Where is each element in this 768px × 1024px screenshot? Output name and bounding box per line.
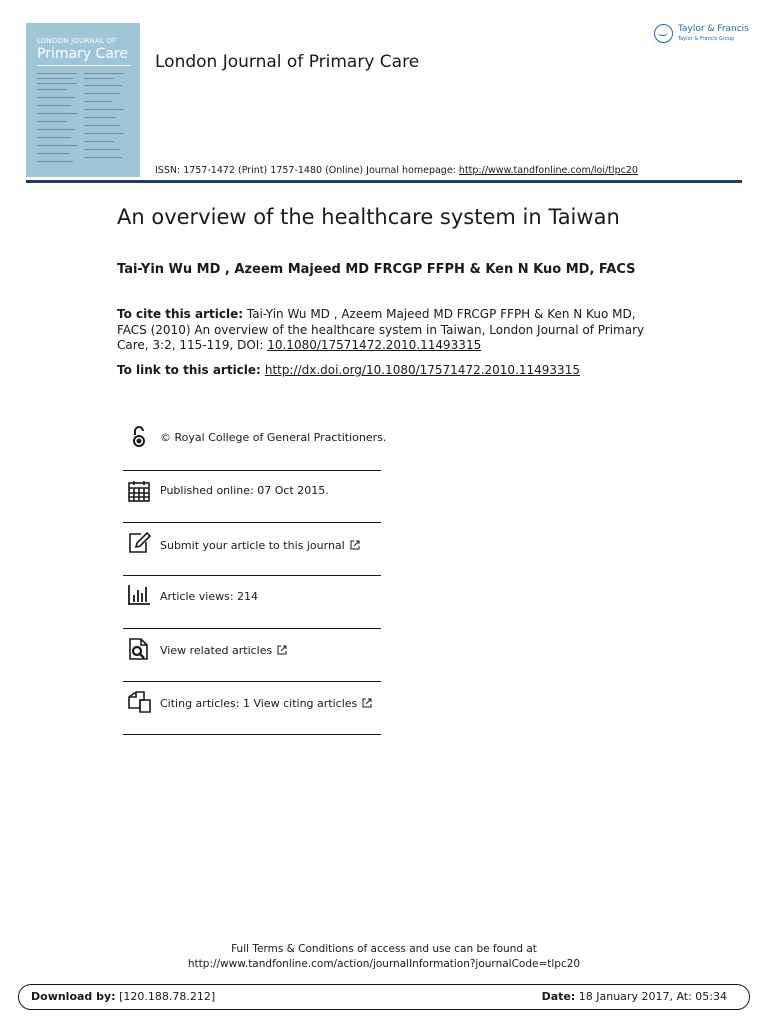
download-bar [18,984,750,1010]
cover-small-title: LONDON JOURNAL OF [37,37,117,45]
cover-toc-line [84,101,112,102]
journal-homepage-link[interactable]: http://www.tandfonline.com/loi/tlpc20 [458,165,638,176]
citing-articles-text: Citing articles: 1 View citing articles [160,697,358,710]
calendar-icon [127,479,151,503]
info-row-submit[interactable] [123,528,381,578]
link-label: To link to this article: [117,363,261,377]
download-label: Download by: [31,990,116,1003]
related-articles-text: View related articles [160,644,273,657]
info-divider [123,470,381,471]
cover-toc-line [37,137,71,138]
citation-block [117,307,647,354]
cover-toc-line [84,117,116,118]
external-link-icon [277,645,287,655]
cover-toc-line [37,129,75,130]
publisher-logo-icon [654,24,673,43]
cover-toc-line [84,157,122,158]
cover-toc-line [84,78,114,79]
cover-toc-line [84,93,120,94]
cover-toc-line [37,121,67,122]
edit-icon [127,531,151,555]
cover-divider [37,65,131,66]
terms-line: Full Terms & Conditions of access and use can be found at [231,943,537,955]
cover-toc-line [84,109,124,110]
cover-toc-line [84,149,120,150]
info-row-views [123,582,381,632]
download-ip: [120.188.78.212] [115,990,216,1003]
info-row-related[interactable] [123,634,381,684]
publisher-group: Taylor & Francis Group [678,36,735,42]
citation-label: To cite this article: [117,307,244,321]
related-articles-link[interactable] [160,644,287,657]
citation-text: Tai-Yin Wu MD , Azeem Majeed MD FRCGP FFPH & Ken N Kuo MD, FACS (2010) An overview of the healthcare system in Taiwan, London Journal of Primary Care, 3:2, 115-119, DOI: [117,307,645,352]
journal-cover [26,23,140,177]
cover-toc-line [37,78,73,79]
info-row-citing[interactable] [123,688,381,738]
issn-line [155,165,638,176]
download-by [31,990,215,1003]
license-text: © Royal College of General Practitioners. [160,431,387,444]
info-row-license [123,422,387,472]
open-access-icon [127,425,151,449]
submit-article-link[interactable] [160,539,360,552]
date-value: 18 January 2017, At: 05:34 [575,990,727,1003]
cover-toc-line [37,113,77,114]
cover-toc-line [84,133,124,134]
info-divider [123,734,381,735]
doi-link[interactable]: 10.1080/17571472.2010.11493315 [267,338,482,352]
terms-url[interactable]: http://www.tandfonline.com/action/journalInformation?journalCode=tlpc20 [187,958,581,970]
cover-toc-line [84,141,114,142]
cover-toc-line [37,97,75,98]
cover-toc-line [37,89,67,90]
article-link[interactable]: http://dx.doi.org/10.1080/17571472.2010.11493315 [264,363,580,377]
cover-toc-line [37,153,69,154]
header-rule [26,180,742,183]
citing-articles-icon [127,690,151,714]
info-divider [123,628,381,629]
info-divider [123,522,381,523]
cover-toc-line [37,105,71,106]
bar-chart-icon [127,583,151,607]
cover-toc-line [37,83,77,84]
link-line [117,363,580,377]
article-views-text: Article views: 214 [160,590,259,603]
info-row-published [123,476,381,526]
search-document-icon [127,637,151,661]
terms-footer [0,942,768,972]
cover-toc-line [37,73,77,74]
publisher-logo[interactable] [654,22,749,48]
info-divider [123,575,381,576]
journal-name: London Journal of Primary Care [155,52,420,72]
info-divider [123,681,381,682]
cover-toc-line [37,145,77,146]
cover-toc-line [84,73,124,74]
citing-articles-link[interactable] [160,697,372,710]
submit-article-text: Submit your article to this journal [160,539,345,552]
external-link-icon [350,540,360,550]
cover-big-title: Primary Care [37,46,128,62]
cover-toc-line [84,85,122,86]
cover-toc-line [37,161,73,162]
article-authors: Tai-Yin Wu MD , Azeem Majeed MD FRCGP FFPH & Ken N Kuo MD, FACS [117,262,636,277]
publisher-name: Taylor & Francis [678,24,749,34]
external-link-icon [362,698,372,708]
date-label: Date: [541,990,576,1003]
download-date [542,990,727,1003]
published-text: Published online: 07 Oct 2015. [160,484,329,497]
issn-text: ISSN: 1757-1472 (Print) 1757-1480 (Online) Journal homepage: [155,165,459,176]
cover-toc-line [84,125,120,126]
article-title: An overview of the healthcare system in Taiwan [117,205,620,229]
